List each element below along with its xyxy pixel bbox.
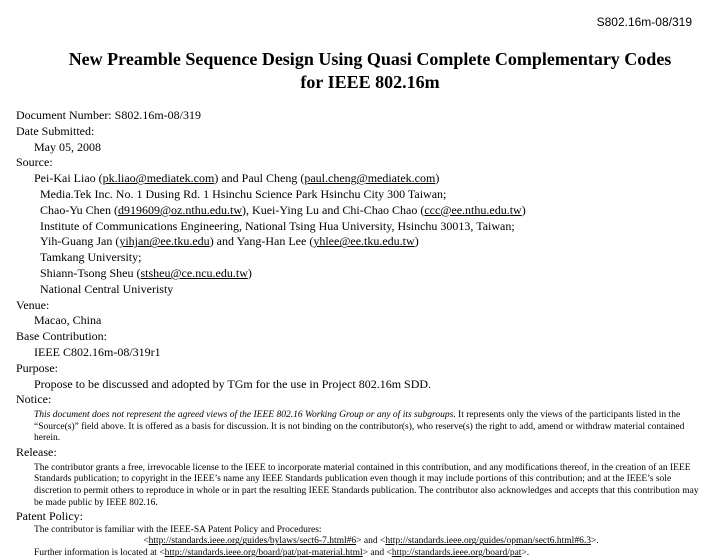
email-link[interactable]: yhlee@ee.tku.edu.tw bbox=[313, 234, 415, 249]
source-text: ) and Yang-Han Lee ( bbox=[209, 234, 314, 249]
patent-text: >. bbox=[521, 548, 530, 559]
patent-line-1: The contributor is familiar with the IEEE-SA Patent Policy and Procedures: bbox=[34, 524, 322, 535]
email-link[interactable]: pk.liao@mediatek.com bbox=[102, 171, 215, 186]
base-contribution-value: IEEE C802.16m-08/319r1 bbox=[34, 344, 161, 359]
source-line-1 bbox=[16, 171, 712, 187]
document-number-field: Document Number: S802.16m-08/319 bbox=[16, 108, 201, 122]
source-text: ) bbox=[247, 265, 252, 280]
notice-label: Notice: bbox=[16, 392, 52, 407]
purpose-label: Purpose: bbox=[16, 360, 58, 375]
source-label: Source: bbox=[16, 155, 53, 170]
email-link[interactable]: d919609@oz.nthu.edu.tw bbox=[118, 202, 243, 217]
notice-rest: . It represents only the views of the participants listed in the “Source(s)” field above. It is offered as a basis for discussion. It is not binding on the contributor(s), who reserve(s) the right to add, amend or withdraw material contained herein. bbox=[34, 410, 685, 444]
venue-label: Venue: bbox=[16, 297, 50, 312]
notice-italic: This document does not represent the agreed views of the IEEE 802.16 Working Group or any of its subgroups bbox=[34, 410, 454, 421]
source-text: ) bbox=[414, 234, 419, 249]
date-value: May 05, 2008 bbox=[34, 139, 101, 154]
source-text: Yih-Guang Jan ( bbox=[40, 234, 120, 249]
patent-line-2 bbox=[16, 536, 712, 548]
patent-link[interactable]: http://standards.ieee.org/board/pat/pat-material.html bbox=[164, 548, 363, 559]
release-text: The contributor grants a free, irrevocable license to the IEEE to incorporate material contained in this contribution, and any modifications thereof, in the creation of an IEEE Standards publication; to copyright in the IEEE’s name any IEEE Standards publication even though it may include portions of this contribution; and at the IEEE’s sole discretion to permit others to reproduce in whole or in part the resulting IEEE Standards publication. The contributor also acknowledges and accepts that this contribution may be made public by IEEE 802.16. bbox=[34, 462, 699, 508]
email-link[interactable]: stsheu@ce.ncu.edu.tw bbox=[140, 265, 248, 280]
source-line-7 bbox=[16, 266, 712, 282]
title-line-1: New Preamble Sequence Design Using Quasi Complete Complementary Codes bbox=[68, 49, 672, 69]
source-text: Shiann-Tsong Sheu ( bbox=[40, 265, 141, 280]
patent-text: Further information is located at < bbox=[34, 548, 165, 559]
patent-link[interactable]: http://standards.ieee.org/guides/opman/sect6.html#6.3 bbox=[385, 536, 591, 547]
source-text: ) bbox=[521, 202, 526, 217]
source-text: ) bbox=[435, 171, 440, 186]
patent-link[interactable]: http://standards.ieee.org/board/pat bbox=[391, 548, 522, 559]
source-line-3 bbox=[16, 203, 712, 219]
document-number-header: S802.16m-08/319 bbox=[596, 15, 692, 29]
patent-text: > and < bbox=[356, 536, 386, 547]
email-link[interactable]: paul.cheng@mediatek.com bbox=[304, 171, 436, 186]
purpose-value: Propose to be discussed and adopted by TGm for the use in Project 802.16m SDD. bbox=[34, 376, 432, 391]
source-text: ) and Paul Cheng ( bbox=[214, 171, 305, 186]
cover-sheet bbox=[16, 108, 712, 560]
date-label: Date Submitted: bbox=[16, 123, 95, 138]
notice-text bbox=[16, 410, 712, 445]
venue-value: Macao, China bbox=[34, 313, 102, 328]
page-title bbox=[20, 48, 720, 94]
email-link[interactable]: yihjan@ee.tku.edu bbox=[119, 234, 210, 249]
title-line-2: for IEEE 802.16m bbox=[300, 72, 440, 92]
release-label: Release: bbox=[16, 444, 57, 459]
source-line-2: Media.Tek Inc. No. 1 Dusing Rd. 1 Hsinchu Science Park Hsinchu City 300 Taiwan; bbox=[40, 186, 447, 201]
email-link[interactable]: ccc@ee.nthu.edu.tw bbox=[424, 202, 522, 217]
patent-label: Patent Policy: bbox=[16, 509, 83, 524]
source-text: Chao-Yu Chen ( bbox=[40, 202, 118, 217]
patent-text: >. bbox=[590, 536, 599, 547]
patent-text: < bbox=[143, 536, 149, 547]
base-contribution-label: Base Contribution: bbox=[16, 329, 107, 344]
source-line-4: Institute of Communications Engineering, National Tsing Hua University, Hsinchu 30013, Taiwan; bbox=[40, 218, 515, 233]
source-line-8: National Central Univeristy bbox=[40, 281, 174, 296]
source-text: Pei-Kai Liao ( bbox=[34, 171, 103, 186]
source-line-5 bbox=[16, 234, 712, 250]
patent-text: > and < bbox=[362, 548, 392, 559]
source-text: ), Kuei-Ying Lu and Chi-Chao Chao ( bbox=[242, 202, 425, 217]
source-line-6: Tamkang University; bbox=[40, 250, 142, 265]
patent-link[interactable]: http://standards.ieee.org/guides/bylaws/sect6-7.html#6 bbox=[148, 536, 357, 547]
patent-line-3 bbox=[16, 548, 712, 560]
